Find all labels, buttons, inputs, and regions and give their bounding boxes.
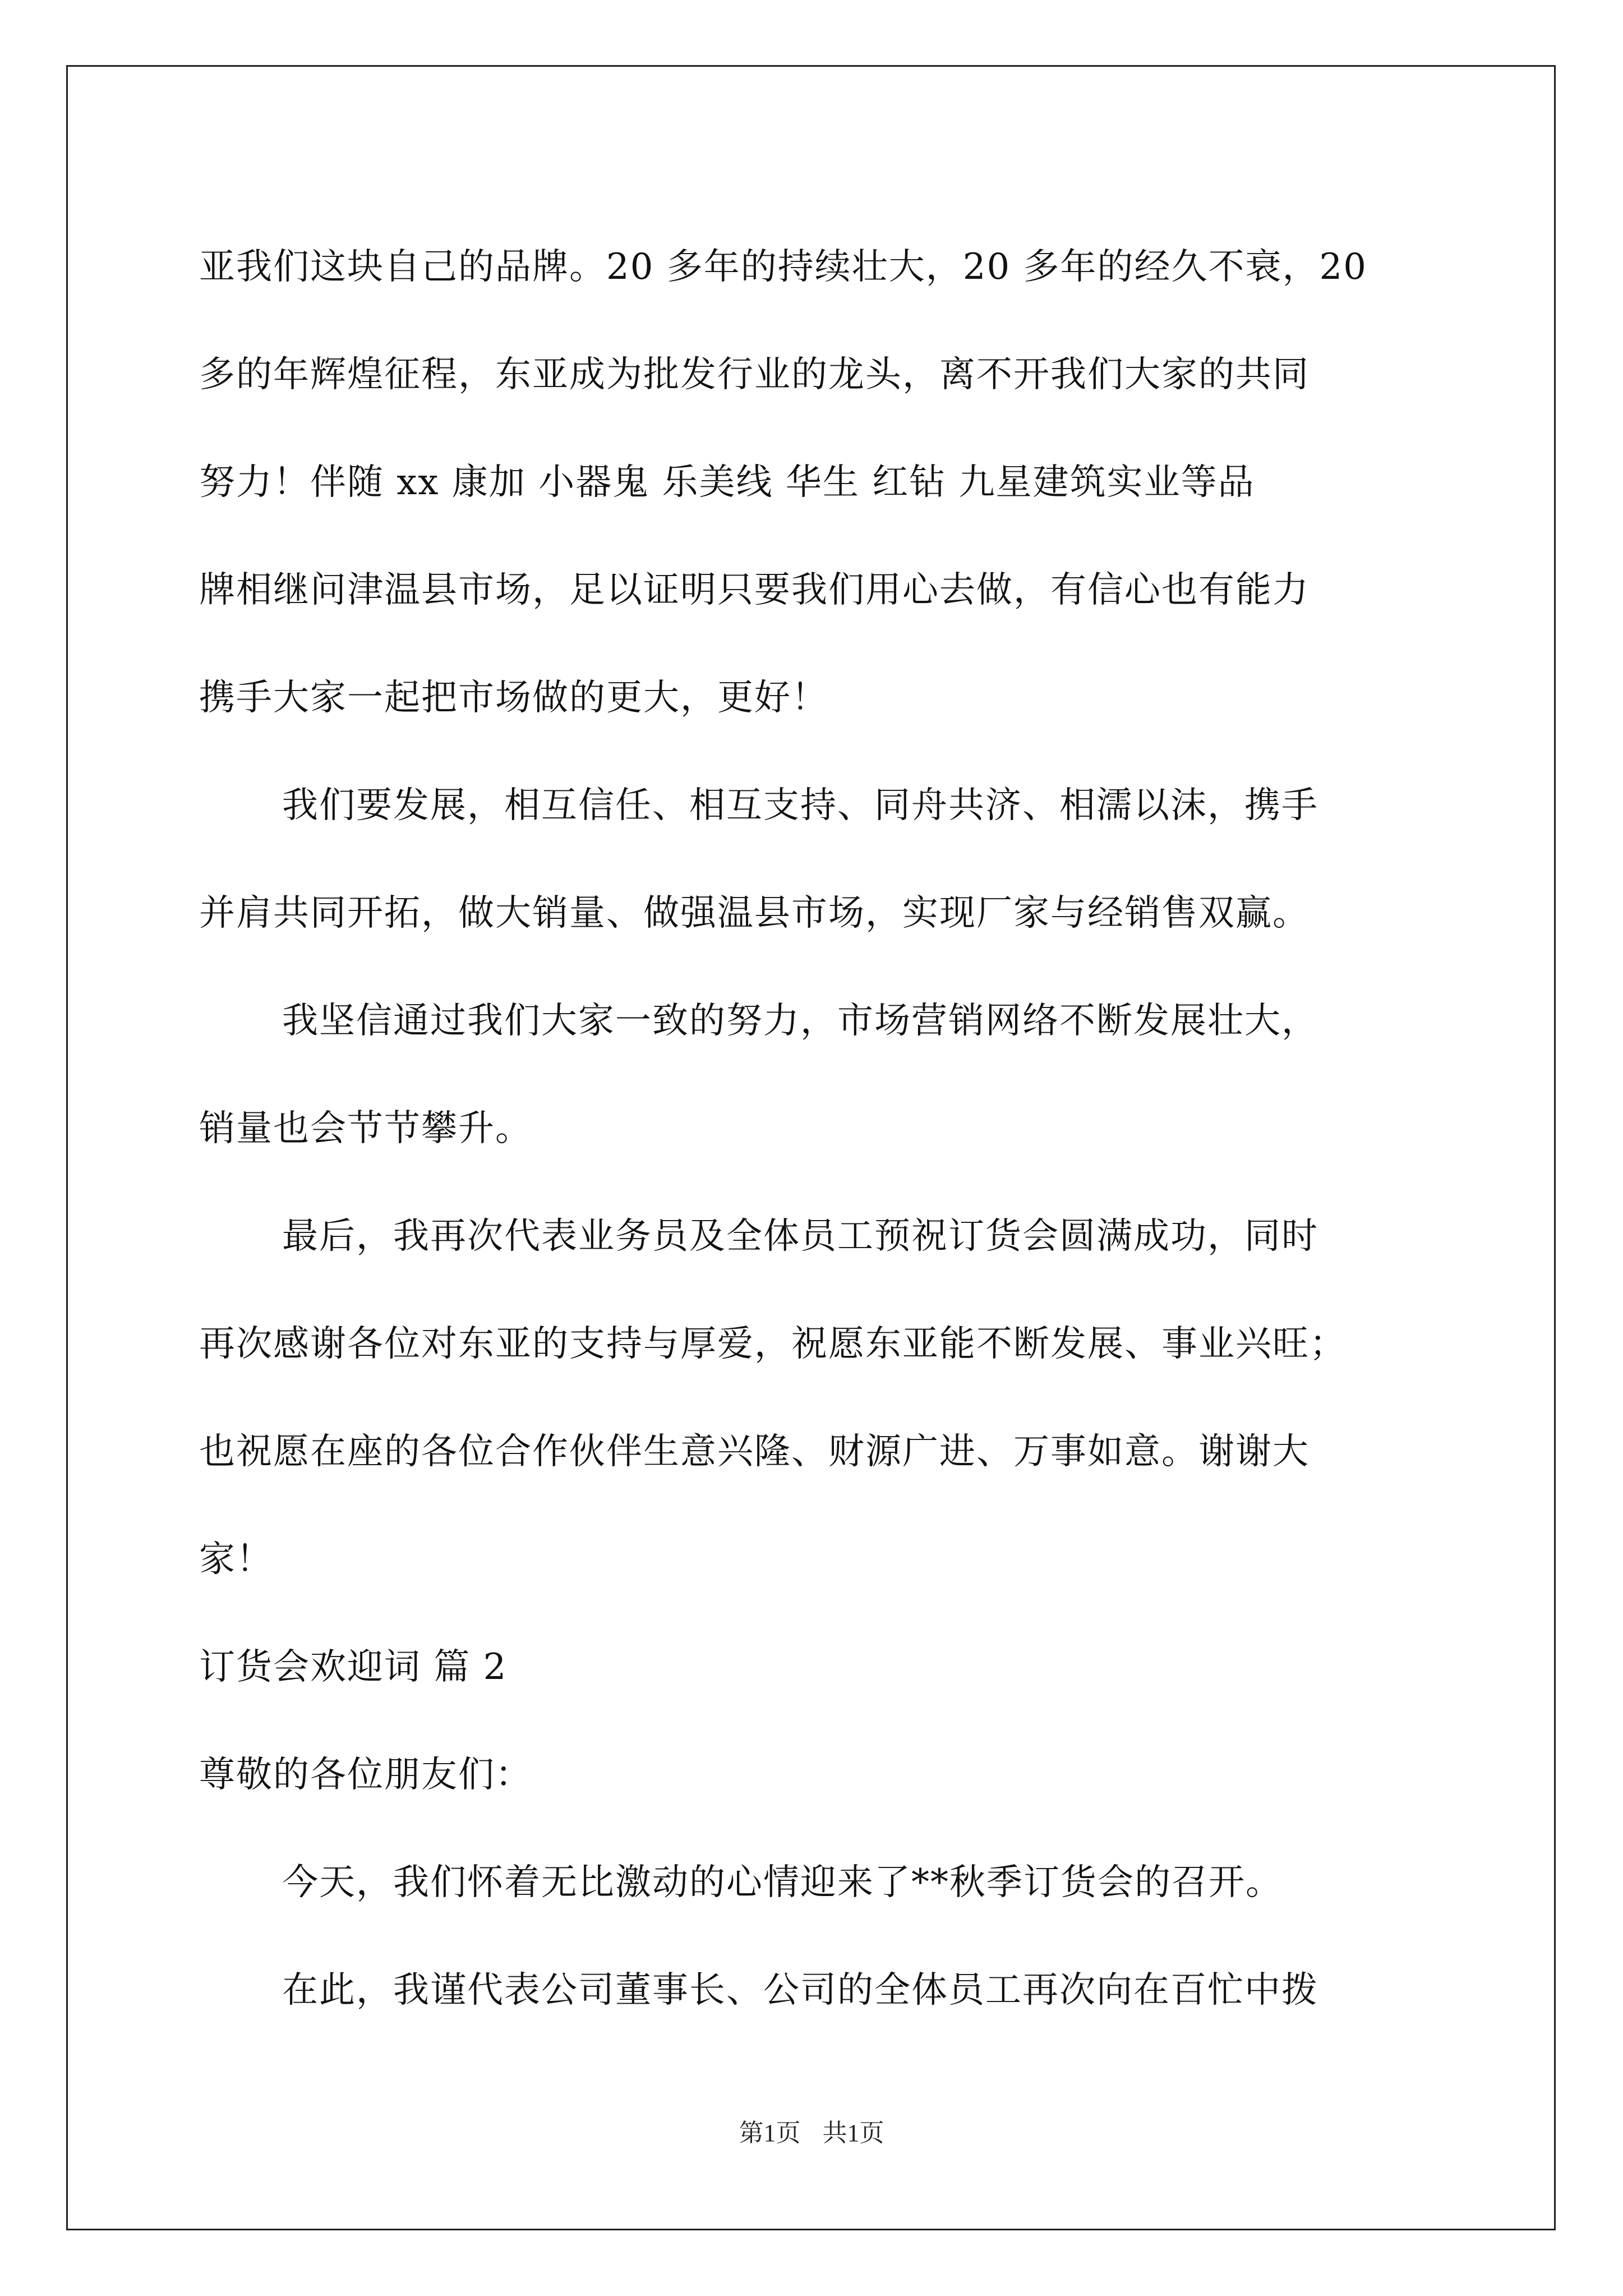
text-line: 携手大家一起把市场做的更大，更好！ <box>199 677 828 719</box>
salutation: 尊敬的各位朋友们： <box>199 1754 532 1796</box>
text-line: 努力！伴随 xx 康加 小器鬼 乐美线 华生 红钻 九星建筑实业等品 <box>199 462 1255 503</box>
page-number-current: 第1页 <box>739 2119 801 2147</box>
text-line: 多的年辉煌征程，东亚成为批发行业的龙头，离不开我们大家的共同 <box>199 354 1310 395</box>
text-line: 并肩共同开拓，做大销量、做强温县市场，实现厂家与经销售双赢。 <box>199 892 1310 934</box>
paragraph-first-line: 今天，我们怀着无比激动的心情迎来了**秋季订货会的召开。 <box>282 1862 1283 1903</box>
text-line: 牌相继问津温县市场，足以证明只要我们用心去做，有信心也有能力 <box>199 569 1310 611</box>
paragraph-first-line: 在此，我谨代表公司董事长、公司的全体员工再次向在百忙中拨 <box>282 1970 1318 2011</box>
paragraph-first-line: 最后，我再次代表业务员及全体员工预祝订货会圆满成功，同时 <box>282 1216 1318 1257</box>
text-line: 亚我们这块自己的品牌。20 多年的持续壮大，20 多年的经久不衰，20 <box>199 246 1367 288</box>
paragraph-first-line: 我坚信通过我们大家一致的努力，市场营销网络不断发展壮大， <box>282 1000 1318 1042</box>
text-line: 也祝愿在座的各位合作伙伴生意兴隆、财源广进、万事如意。谢谢大 <box>199 1431 1310 1473</box>
section-heading: 订货会欢迎词 篇 2 <box>199 1646 508 1688</box>
text-line: 再次感谢各位对东亚的支持与厚爱，祝愿东亚能不断发展、事业兴旺； <box>199 1323 1347 1365</box>
document-body <box>199 213 1450 2044</box>
text-line: 家！ <box>199 1539 273 1580</box>
page-footer <box>0 2113 1623 2148</box>
page-number-total: 共1页 <box>822 2119 884 2147</box>
text-line: 销量也会节节攀升。 <box>199 1108 532 1149</box>
paragraph-first-line: 我们要发展，相互信任、相互支持、同舟共济、相濡以沫，携手 <box>282 785 1318 826</box>
